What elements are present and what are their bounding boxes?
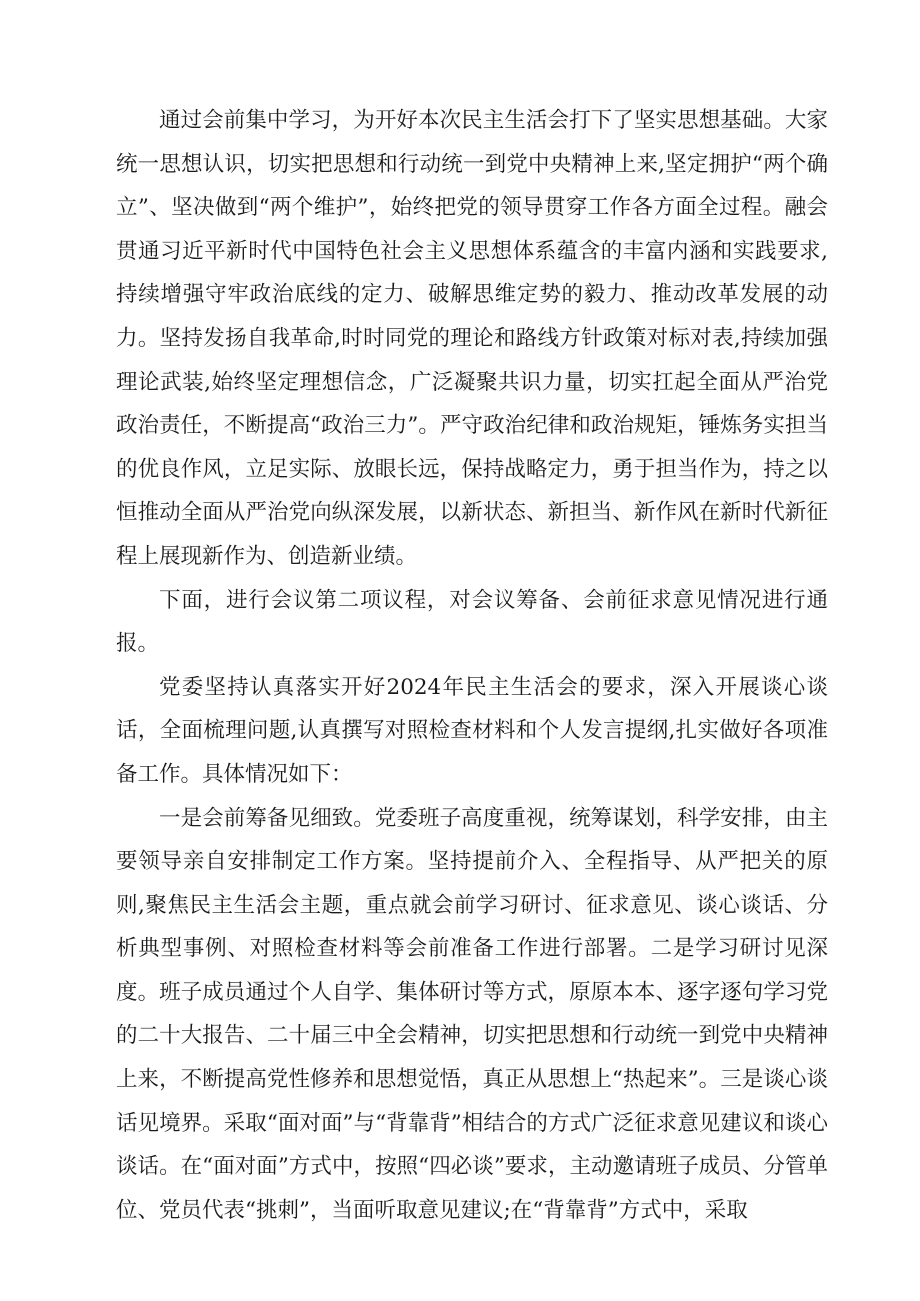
paragraph-study-summary: 通过会前集中学习，为开好本次民主生活会打下了坚实思想基础。大家统一思想认识，切实把思想和行动统一到党中央精神上来,坚定拥护“两个确立”、坚决做到“两个维护”，始终把党的领导贯穿工作各方面全过程。融会贯通习近平新时代中国特色社会主义思想体系蕴含的丰富内涵和实践要求,持续增强守牢政治底线的定力、破解思维定势的毅力、推动改革发展的动力。坚持发扬自我革命,时时同党的理论和路线方针政策对标对表,持续加强理论武装,始终坚定理想信念，广泛凝聚共识力量，切实扛起全面从严治党政治责任，不断提高“政治三力”。严守政治纪律和政治规矩，锤炼务实担当的优良作风，立足实际、放眼长远，保持战略定力，勇于担当作为，持之以恒推动全面从严治党向纵深发展，以新状态、新担当、新作风在新时代新征程上展现新作为、创造新业绩。 xyxy=(116,108,828,569)
paragraph-agenda-item-two: 下面，进行会议第二项议程，对会议筹备、会前征求意见情况进行通报。 xyxy=(116,587,828,657)
paragraph-preparation-details: 一是会前筹备见细致。党委班子高度重视，统筹谋划，科学安排，由主要领导亲自安排制定工作方案。坚持提前介入、全程指导、从严把关的原则,聚焦民主生活会主题，重点就会前学习研讨、征求意见、谈心谈话、分析典型事例、对照检查材料等会前准备工作进行部署。二是学习研讨见深度。班子成员通过个人自学、集体研讨等方式，原原本本、逐字逐句学习党的二十大报告、二十届三中全会精神，切实把思想和行动统一到党中央精神上来，不断提高党性修养和思想觉悟，真正从思想上“热起来”。三是谈心谈话见境界。采取“面对面”与“背靠背”相结合的方式广泛征求意见建议和谈心谈话。在“面对面”方式中，按照“四必谈”要求，主动邀请班子成员、分管单位、党员代表“挑刺”，当面听取意见建议;在“背靠背”方式中，采取 xyxy=(116,805,828,1223)
body-text xyxy=(116,99,828,1232)
paragraph-committee-preparation: 党委坚持认真落实开好2024年民主生活会的要求，深入开展谈心谈话，全面梳理问题,认真撰写对照检查材料和个人发言提纲,扎实做好各项准备工作。具体情况如下： xyxy=(116,674,828,787)
